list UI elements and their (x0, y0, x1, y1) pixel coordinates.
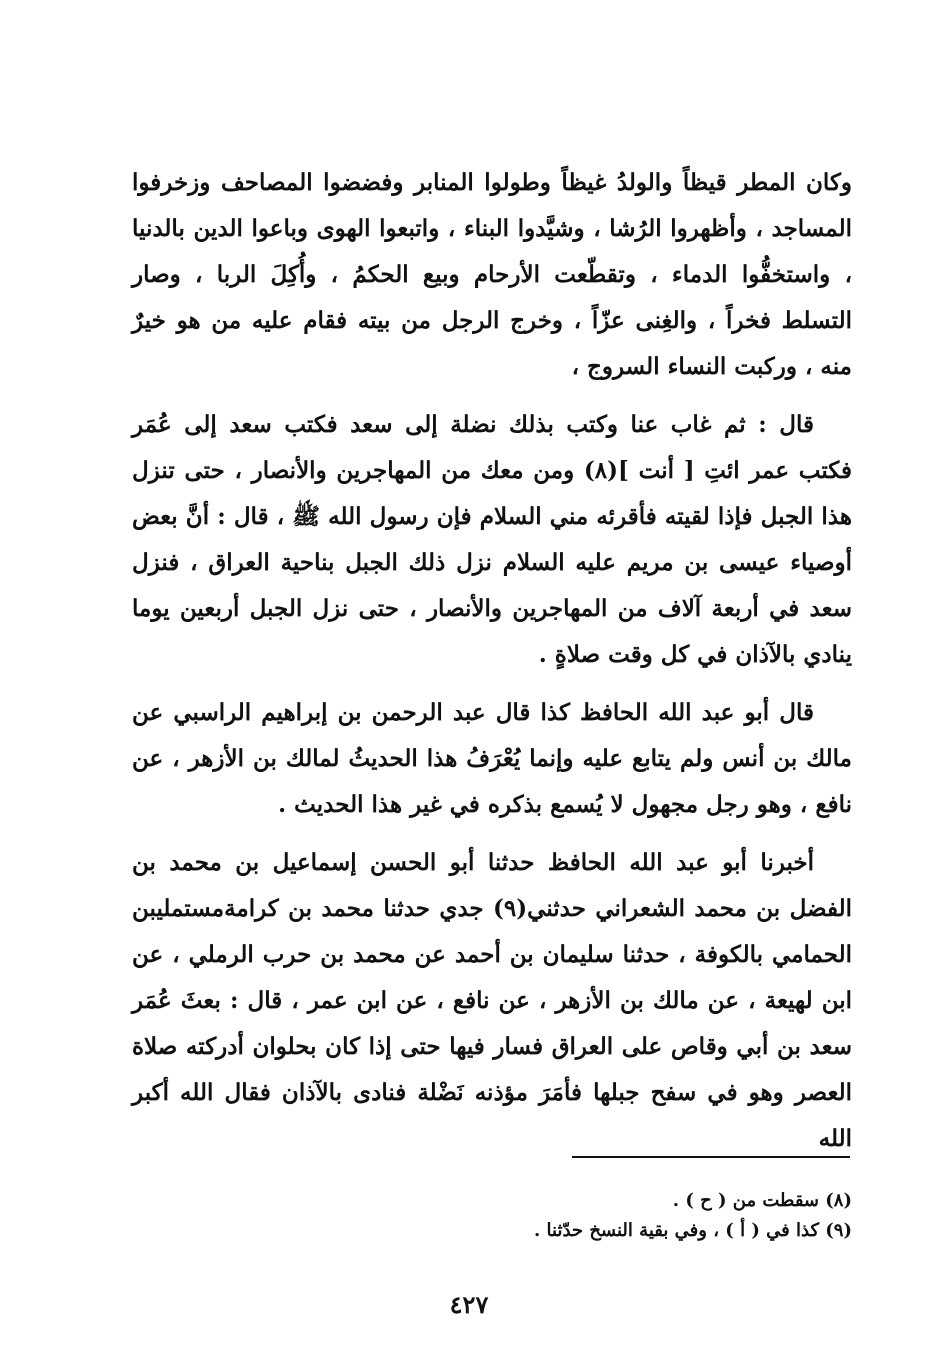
paragraph-4: أخبرنا أبو عبد الله الحافظ حدثنا أبو الحسن إسماعيل بن محمد بن الفضل بن محمد الشعراني حدثني(٩) جدي حدثنا محمد بن كرامةمستمليبن الحمامي بالكوفة ، حدثنا سليمان بن أحمد عن محمد بن حرب الرملي ، عن ابن لهيعة ، عن مالك بن الأزهر ، عن نافع ، عن ابن عمر ، قال : بعثَ عُمَر سعد بن أبي وقاص على العراق فسار فيها حتى إذا كان بحلوان أدركته صلاة العصر وهو في سفح جبلها فأمَرَ مؤذنه نَضْلة فنادى بالآذان فقال الله أكبر الله (132, 849, 852, 1152)
footnote-divider (572, 1156, 850, 1158)
paragraph-2: قال : ثم غاب عنا وكتب بذلك نضلة إلى سعد فكتب سعد إلى عُمَر فكتب عمر ائتِ [ أنت ](٨) ومن معك من المهاجرين والأنصار ، حتى تنزل هذا الجبل فإذا لقيته فأقرئه مني السلام فإن رسول الله ﷺ ، قال : أنَّ بعض أوصياء عيسى بن مريم عليه السلام نزل ذلك الجبل بناحية العراق ، فنزل سعد في أربعة آلاف من المهاجرين والأنصار ، حتى نزل الجبل أربعين يوما ينادي بالآذان في كل وقت صلاةٍ . (132, 411, 852, 668)
paragraph-3: قال أبو عبد الله الحافظ كذا قال عبد الرحمن بن إبراهيم الراسبي عن مالك بن أنس ولم يتابع عليه وإنما يُعْرَفُ هذا الحديثُ لمالك بن الأزهر ، عن نافع ، وهو رجل مجهول لا يُسمع بذكره في غير هذا الحديث . (132, 699, 852, 818)
main-text (132, 160, 852, 1162)
paragraph-1: وكان المطر قيظاً والولدُ غيظاً وطولوا المنابر وفضضوا المصاحف وزخرفوا المساجد ، وأظهروا الرُشا ، وشيَّدوا البناء ، واتبعوا الهوى وباعوا الدين بالدنيا ، واستخفُّوا الدماء ، وتقطّعت الأرحام وبيع الحكمُ ، وأُكِلَ الربا ، وصار التسلط فخراً ، والغِنى عزّاً ، وخرج الرجل من بيته فقام عليه من هو خيرٌ منه ، وركبت النساء السروج ، (132, 169, 852, 380)
page-number: ٤٢٧ (449, 1290, 489, 1319)
footnote-9: (٩) كذا في ( أ ) ، وفي بقية النسخ حدّثنا . (534, 1220, 852, 1241)
footnotes (132, 1186, 852, 1246)
footnote-8: (٨) سقطت من ( ح ) . (672, 1190, 852, 1211)
